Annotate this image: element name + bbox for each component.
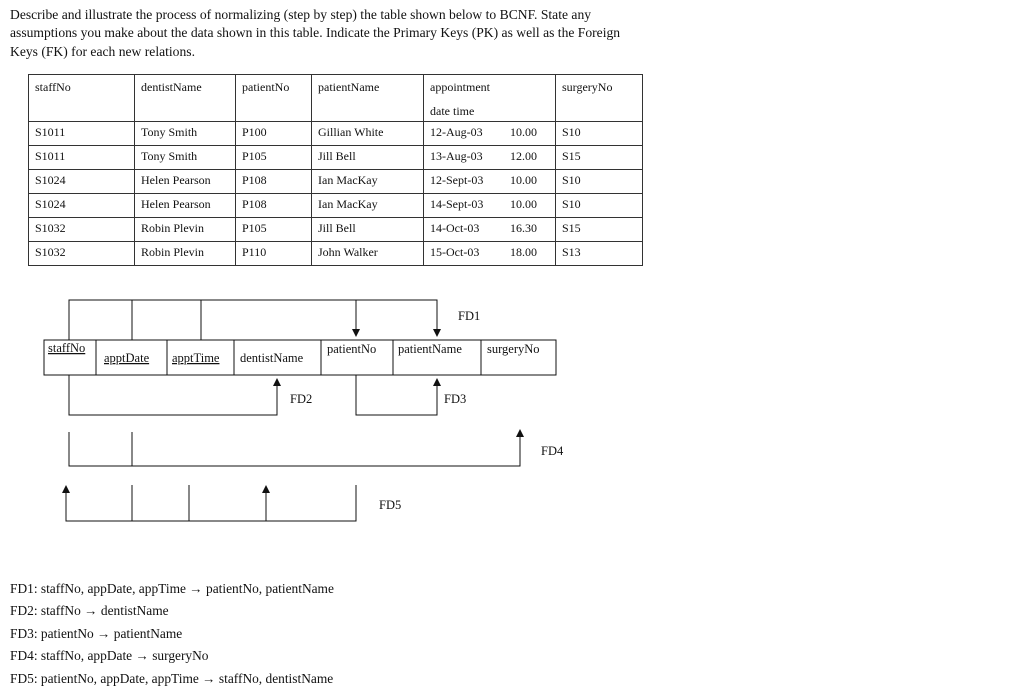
- header-staffno: staffNo: [29, 75, 135, 122]
- fd3-label: FD3: [444, 392, 467, 406]
- header-date: date: [430, 104, 450, 118]
- cell-surgeryno: S10: [556, 122, 643, 146]
- cell-time: 10.00: [510, 125, 537, 139]
- header-appointment: [424, 75, 556, 122]
- cell-time: 10.00: [510, 197, 537, 211]
- cell-patientno: P110: [236, 242, 312, 266]
- header-dentistname: dentistName: [135, 75, 236, 122]
- fd4-label: FD4: [541, 444, 564, 458]
- cell-surgeryno: S10: [556, 194, 643, 218]
- cell-date: 12-Aug-03: [430, 125, 483, 139]
- cell-appointment: [424, 170, 556, 194]
- cell-patientname: Gillian White: [312, 122, 424, 146]
- cell-dentistname: Tony Smith: [135, 122, 236, 146]
- fd-list-item: FD3: patientNo → patientName: [10, 625, 183, 641]
- attr-patientno: patientNo: [327, 342, 377, 356]
- cell-dentistname: Robin Plevin: [135, 218, 236, 242]
- cell-surgeryno: S13: [556, 242, 643, 266]
- cell-patientname: John Walker: [312, 242, 424, 266]
- cell-patientno: P105: [236, 218, 312, 242]
- functional-dependency-list: [10, 578, 334, 690]
- cell-time: 16.30: [510, 221, 537, 235]
- cell-date: 13-Aug-03: [430, 149, 483, 163]
- cell-dentistname: Tony Smith: [135, 146, 236, 170]
- table-row: [29, 194, 643, 218]
- header-patientno: patientNo: [236, 75, 312, 122]
- cell-staffno: S1032: [29, 218, 135, 242]
- fd5-label: FD5: [379, 498, 402, 512]
- table-row: [29, 218, 643, 242]
- table-row: [29, 170, 643, 194]
- cell-patientname: Ian MacKay: [312, 170, 424, 194]
- cell-time: 18.00: [510, 245, 537, 259]
- cell-patientname: Jill Bell: [312, 218, 424, 242]
- fd-list-item: FD4: staffNo, appDate → surgeryNo: [10, 648, 209, 664]
- cell-patientname: Ian MacKay: [312, 194, 424, 218]
- table-row: [29, 122, 643, 146]
- header-appointment-label: appointment: [430, 80, 490, 94]
- cell-appointment: [424, 242, 556, 266]
- attr-apptdate: apptDate: [104, 351, 150, 365]
- table-header-row: [29, 75, 643, 122]
- fd3-connector: [356, 375, 437, 415]
- cell-staffno: S1024: [29, 170, 135, 194]
- attr-surgeryno: surgeryNo: [487, 342, 540, 356]
- cell-patientno: P100: [236, 122, 312, 146]
- cell-appointment: [424, 146, 556, 170]
- fd-list-item: FD5: patientNo, appDate, appTime → staffNo, dentistName: [10, 670, 334, 686]
- cell-staffno: S1024: [29, 194, 135, 218]
- cell-date: 14-Sept-03: [430, 197, 484, 211]
- header-time: time: [453, 104, 475, 118]
- cell-patientname: Jill Bell: [312, 146, 424, 170]
- attr-appttime: apptTime: [172, 351, 220, 365]
- cell-time: 12.00: [510, 149, 537, 163]
- fd1-connector: [69, 300, 437, 340]
- fd-list-item: FD2: staffNo → dentistName: [10, 603, 169, 619]
- cell-surgeryno: S15: [556, 146, 643, 170]
- cell-dentistname: Helen Pearson: [135, 194, 236, 218]
- cell-dentistname: Robin Plevin: [135, 242, 236, 266]
- fd2-connector: [69, 375, 277, 415]
- cell-staffno: S1032: [29, 242, 135, 266]
- appointment-table: [28, 74, 643, 266]
- cell-date: 14-Oct-03: [430, 221, 480, 235]
- header-surgeryno: surgeryNo: [556, 75, 643, 122]
- question-text: Describe and illustrate the process of normalizing (step by step) the table shown below to BCNF. State any assumptions you make about the data shown in this table. Indicate the Primary Keys (PK) as well as the Foreign Keys (FK) for each new relations.: [10, 7, 621, 59]
- cell-patientno: P108: [236, 194, 312, 218]
- header-patientname: patientName: [312, 75, 424, 122]
- dependency-diagram: [0, 285, 600, 530]
- cell-surgeryno: S15: [556, 218, 643, 242]
- fd5-connector: [66, 485, 356, 521]
- table-body: [29, 122, 643, 266]
- cell-surgeryno: S10: [556, 170, 643, 194]
- fd4-connector: [69, 432, 520, 466]
- cell-staffno: S1011: [29, 146, 135, 170]
- fd2-label: FD2: [290, 392, 313, 406]
- fd-list-item: FD1: staffNo, appDate, appTime → patientNo, patientName: [10, 581, 334, 596]
- attr-patientname: patientName: [398, 342, 462, 356]
- attr-staffno: staffNo: [48, 341, 86, 355]
- table-row: [29, 242, 643, 266]
- attr-dentistname: dentistName: [240, 351, 304, 365]
- cell-appointment: [424, 194, 556, 218]
- table-row: [29, 146, 643, 170]
- fd1-label: FD1: [458, 309, 481, 323]
- cell-appointment: [424, 218, 556, 242]
- cell-date: 15-Oct-03: [430, 245, 480, 259]
- cell-appointment: [424, 122, 556, 146]
- cell-time: 10.00: [510, 173, 537, 187]
- cell-dentistname: Helen Pearson: [135, 170, 236, 194]
- cell-patientno: P108: [236, 170, 312, 194]
- cell-date: 12-Sept-03: [430, 173, 484, 187]
- cell-staffno: S1011: [29, 122, 135, 146]
- cell-patientno: P105: [236, 146, 312, 170]
